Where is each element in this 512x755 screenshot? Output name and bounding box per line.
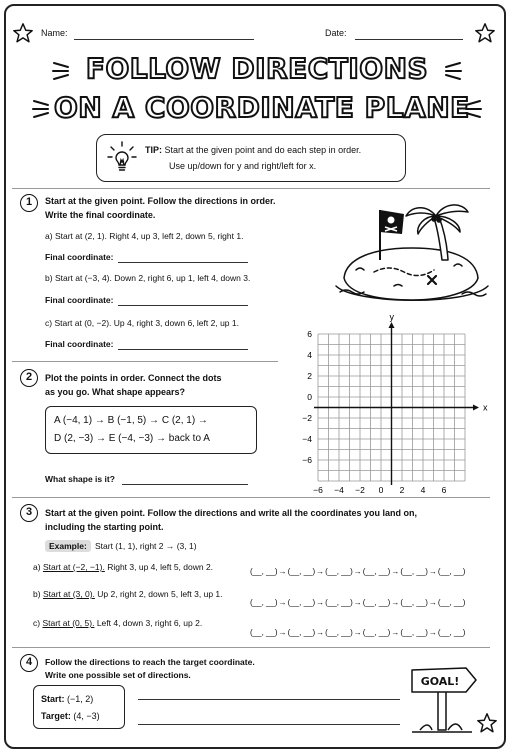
star-icon: [474, 22, 496, 44]
section-2-number: 2: [20, 369, 38, 387]
star-icon: [12, 22, 34, 44]
arrow-icon: →: [353, 598, 362, 607]
goal-sign-text: GOAL!: [420, 675, 460, 688]
answer-line-1b[interactable]: [118, 305, 248, 306]
problem-3a: a) Start at (−2, −1). Right 3, up 4, left 5, down 2.: [33, 562, 214, 572]
goal-sign-icon: [408, 660, 480, 736]
title-line-1: FOLLOW DIRECTIONS: [85, 52, 429, 85]
x-tick-label: 4: [420, 485, 426, 495]
coordinate-blank[interactable]: (__, __): [362, 598, 391, 607]
y-tick-label: 0: [307, 392, 312, 402]
section-1-instruction-2: Write the final coordinate.: [45, 210, 156, 220]
coordinate-blank[interactable]: (__, __): [400, 628, 428, 637]
arrow-icon: →: [391, 628, 400, 637]
answer-line-1c[interactable]: [118, 349, 248, 350]
section-2-instruction-2: as you go. What shape appears?: [45, 387, 186, 397]
tip-label: TIP:: [145, 145, 162, 155]
arrow-icon: →: [428, 567, 437, 576]
coordinate-blank[interactable]: (__, __): [325, 628, 353, 637]
y-tick-label: 6: [307, 329, 312, 339]
arrow-icon: →: [428, 628, 437, 637]
tip-line-2: Use up/down for y and right/left for x.: [169, 161, 317, 171]
arrow-icon: →: [353, 567, 362, 576]
problem-1b: b) Start at (−3, 4). Down 2, right 6, up 1, left 4, down 3.: [45, 273, 251, 283]
problem-1a: a) Start at (2, 1). Right 4, up 3, left 2, down 5, right 1.: [45, 231, 244, 241]
section-2-instruction-1: Plot the points in order. Connect the dots: [45, 373, 222, 383]
target-label: Target:: [41, 711, 71, 721]
coordinate-chain-3a[interactable]: [250, 567, 465, 576]
coordinate-blank[interactable]: (__, __): [325, 598, 353, 607]
arrow-icon: →: [391, 567, 400, 576]
y-axis-label: y: [389, 312, 394, 322]
x-tick-label: 2: [399, 485, 405, 495]
section-divider: [12, 647, 490, 648]
final-coordinate-label: Final coordinate:: [45, 295, 114, 305]
sparkle-lines-icon: [50, 60, 72, 80]
sequence-line-1: A (−4, 1) → B (−1, 5) → C (2, 1) →: [54, 415, 208, 426]
coordinate-blank[interactable]: (__, __): [437, 628, 466, 637]
x-axis-label: x: [483, 402, 488, 413]
problem-3c: c) Start at (0, 5). Left 4, down 3, right 6, up 2.: [33, 618, 203, 628]
final-coordinate-label: Final coordinate:: [45, 252, 114, 262]
section-1-number: 1: [20, 194, 38, 212]
x-tick-label: −4: [334, 485, 344, 495]
tip-box: [96, 134, 406, 182]
example-text: Start (1, 1), right 2 → (3, 1): [95, 541, 197, 551]
target-value: (4, −3): [73, 711, 100, 721]
coordinate-blank[interactable]: (__, __): [437, 567, 466, 576]
coordinate-chain-3b[interactable]: [250, 598, 465, 607]
shape-answer-line[interactable]: [122, 484, 248, 485]
coordinate-blank[interactable]: (__, __): [287, 567, 316, 576]
example-tag: Example:: [45, 540, 91, 552]
arrow-icon: →: [278, 598, 287, 607]
final-coordinate-label: Final coordinate:: [45, 339, 114, 349]
point-sequence-box: [45, 406, 257, 454]
start-target-box: [33, 685, 125, 729]
coordinate-blank[interactable]: (__, __): [287, 598, 316, 607]
arrow-icon: →: [316, 628, 325, 637]
coordinate-blank[interactable]: (__, __): [287, 628, 316, 637]
y-tick-label: −2: [302, 413, 312, 423]
coordinate-blank[interactable]: (__, __): [250, 598, 278, 607]
y-axis-arrow-icon: [389, 322, 395, 328]
section-3-instruction-1: Start at the given point. Follow the directions and write all the coordinates you land on,: [45, 508, 418, 518]
problem-3b: b) Start at (3, 0). Up 2, right 2, down 5, left 3, up 1.: [33, 589, 223, 599]
sparkle-lines-icon: [30, 98, 52, 118]
coordinate-blank[interactable]: (__, __): [437, 598, 466, 607]
section-divider: [12, 361, 278, 362]
start-label: Start:: [41, 694, 65, 704]
section-4-instruction-2: Write one possible set of directions.: [45, 670, 191, 680]
coordinate-blank[interactable]: (__, __): [400, 567, 428, 576]
section-3-number: 3: [20, 504, 38, 522]
coordinate-blank[interactable]: (__, __): [362, 567, 391, 576]
section-4-instruction-1: Follow the directions to reach the target coordinate.: [45, 657, 255, 667]
section-4-number: 4: [20, 654, 38, 672]
sparkle-lines-icon: [442, 60, 464, 80]
x-tick-label: 6: [441, 485, 447, 495]
section-3-instruction-2: including the starting point.: [45, 522, 164, 532]
x-tick-label: 0: [378, 485, 384, 495]
directions-answer-line[interactable]: [138, 699, 400, 700]
tip-line-1: Start at the given point and do each step in order.: [164, 145, 362, 155]
arrow-icon: →: [278, 628, 287, 637]
arrow-icon: →: [316, 567, 325, 576]
section-divider: [12, 497, 490, 498]
name-label: Name:: [41, 28, 68, 38]
lightbulb-icon: [107, 141, 137, 175]
arrow-icon: →: [428, 598, 437, 607]
name-field[interactable]: [74, 39, 254, 40]
coordinate-grid[interactable]: [296, 312, 488, 495]
coordinate-chain-3c[interactable]: [250, 628, 465, 637]
problem-1c: c) Start at (0, −2). Up 4, right 3, down 6, left 2, up 1.: [45, 318, 239, 328]
y-tick-label: −6: [302, 455, 312, 465]
arrow-icon: →: [316, 598, 325, 607]
coordinate-blank[interactable]: (__, __): [400, 598, 428, 607]
arrow-icon: →: [391, 598, 400, 607]
answer-line-1a[interactable]: [118, 262, 248, 263]
treasure-island-icon: [334, 200, 490, 308]
x-tick-label: −2: [355, 485, 365, 495]
section-divider: [12, 188, 490, 189]
coordinate-blank[interactable]: (__, __): [250, 628, 278, 637]
y-tick-label: −4: [302, 434, 312, 444]
date-label: Date:: [325, 28, 347, 38]
start-value: (−1, 2): [67, 694, 94, 704]
directions-answer-line[interactable]: [138, 724, 400, 725]
coordinate-blank[interactable]: (__, __): [362, 628, 391, 637]
sequence-line-2: D (2, −3) → E (−4, −3) → back to A: [54, 433, 210, 444]
section-1-instruction-1: Start at the given point. Follow the directions in order.: [45, 196, 276, 206]
coordinate-blank[interactable]: (__, __): [325, 567, 353, 576]
star-icon: [476, 712, 498, 734]
x-tick-label: −6: [313, 485, 323, 495]
date-field[interactable]: [355, 39, 463, 40]
arrow-icon: →: [278, 567, 287, 576]
y-tick-label: 4: [307, 350, 312, 360]
y-tick-label: 2: [307, 371, 312, 381]
shape-question: What shape is it?: [45, 474, 115, 484]
coordinate-blank[interactable]: (__, __): [250, 567, 278, 576]
arrow-icon: →: [353, 628, 362, 637]
title-line-2: ON A COORDINATE PLANE: [54, 91, 470, 124]
